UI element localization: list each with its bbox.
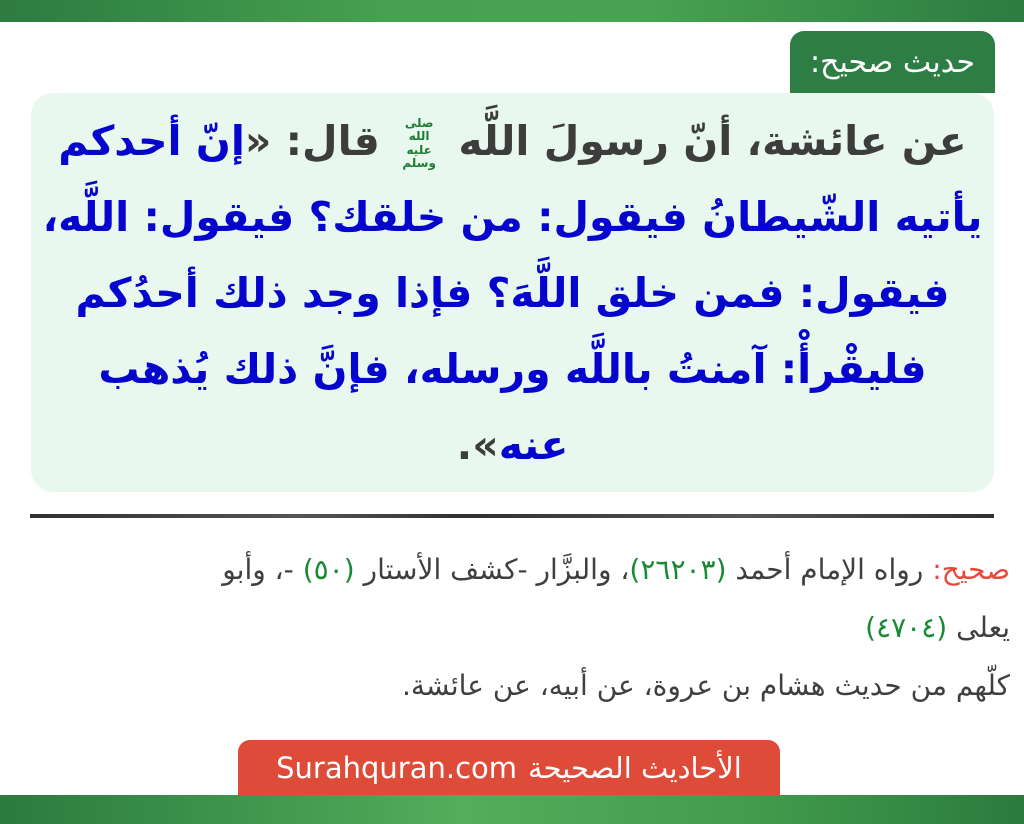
hadith-number-bazzar: (٥٠) <box>302 553 355 586</box>
source-line-3 <box>20 657 1010 715</box>
hadith-quote-start: إنّ أحدكم <box>58 116 245 165</box>
bottom-gradient-bar <box>0 795 1024 824</box>
source-yala-text: يعلى <box>947 611 1010 644</box>
top-gradient-bar <box>0 0 1024 22</box>
hadith-number-yala: (٤٧٠٤) <box>865 611 948 644</box>
salla-calligraphy-mark: صلى الله عليه وسلم <box>402 115 436 170</box>
hadith-qala-text: قال: « <box>244 116 395 165</box>
hadith-quote-line3: فيقول: فمن خلق اللَّهَ؟ فإذا وجد ذلك أحدُكم <box>75 268 950 317</box>
source-line-1 <box>20 541 1010 599</box>
verdict-label: صحيح: <box>932 553 1010 586</box>
horizontal-divider <box>30 514 994 518</box>
hadith-line-5 <box>31 407 994 483</box>
site-branding-bar <box>238 740 780 795</box>
takhrij-source-block <box>20 541 1010 715</box>
hadith-quote-end: عنه <box>498 420 569 469</box>
source-seg-1: رواه الإمام أحمد <box>726 553 933 586</box>
hadith-quote-line2: يأتيه الشّيطانُ فيقول: من خلقك؟ فيقول: اللَّه، <box>42 192 983 241</box>
hadith-text-box <box>31 93 994 492</box>
source-seg-2: ، والبزَّار -كشف الأستار <box>354 553 630 586</box>
source-chain-text: كلّهم من حديث هشام بن عروة، عن أبيه، عن عائشة. <box>402 669 1010 702</box>
hadith-closing-mark: ». <box>456 420 499 469</box>
site-domain: Surahquran.com <box>276 750 518 785</box>
source-line-2 <box>20 599 1010 657</box>
site-title-arabic: الأحاديث الصحيحة <box>528 750 742 785</box>
source-seg-3: -، وأبو <box>222 553 303 586</box>
hadith-line-3 <box>31 255 994 331</box>
hadith-grade-badge <box>790 31 995 93</box>
hadith-line-1 <box>31 103 994 179</box>
hadith-line-2 <box>31 179 994 255</box>
hadith-grade-badge-label: حديث صحيح: <box>810 44 975 80</box>
hadith-isnad-text: عن عائشة، أنّ رسولَ اللَّه <box>444 116 967 165</box>
hadith-number-ahmad: (٢٦٢٠٣) <box>629 553 727 586</box>
hadith-line-4 <box>31 331 994 407</box>
hadith-quote-line4: فليقْرأْ: آمنتُ باللَّه ورسله، فإنَّ ذلك يُذهب <box>98 344 927 393</box>
